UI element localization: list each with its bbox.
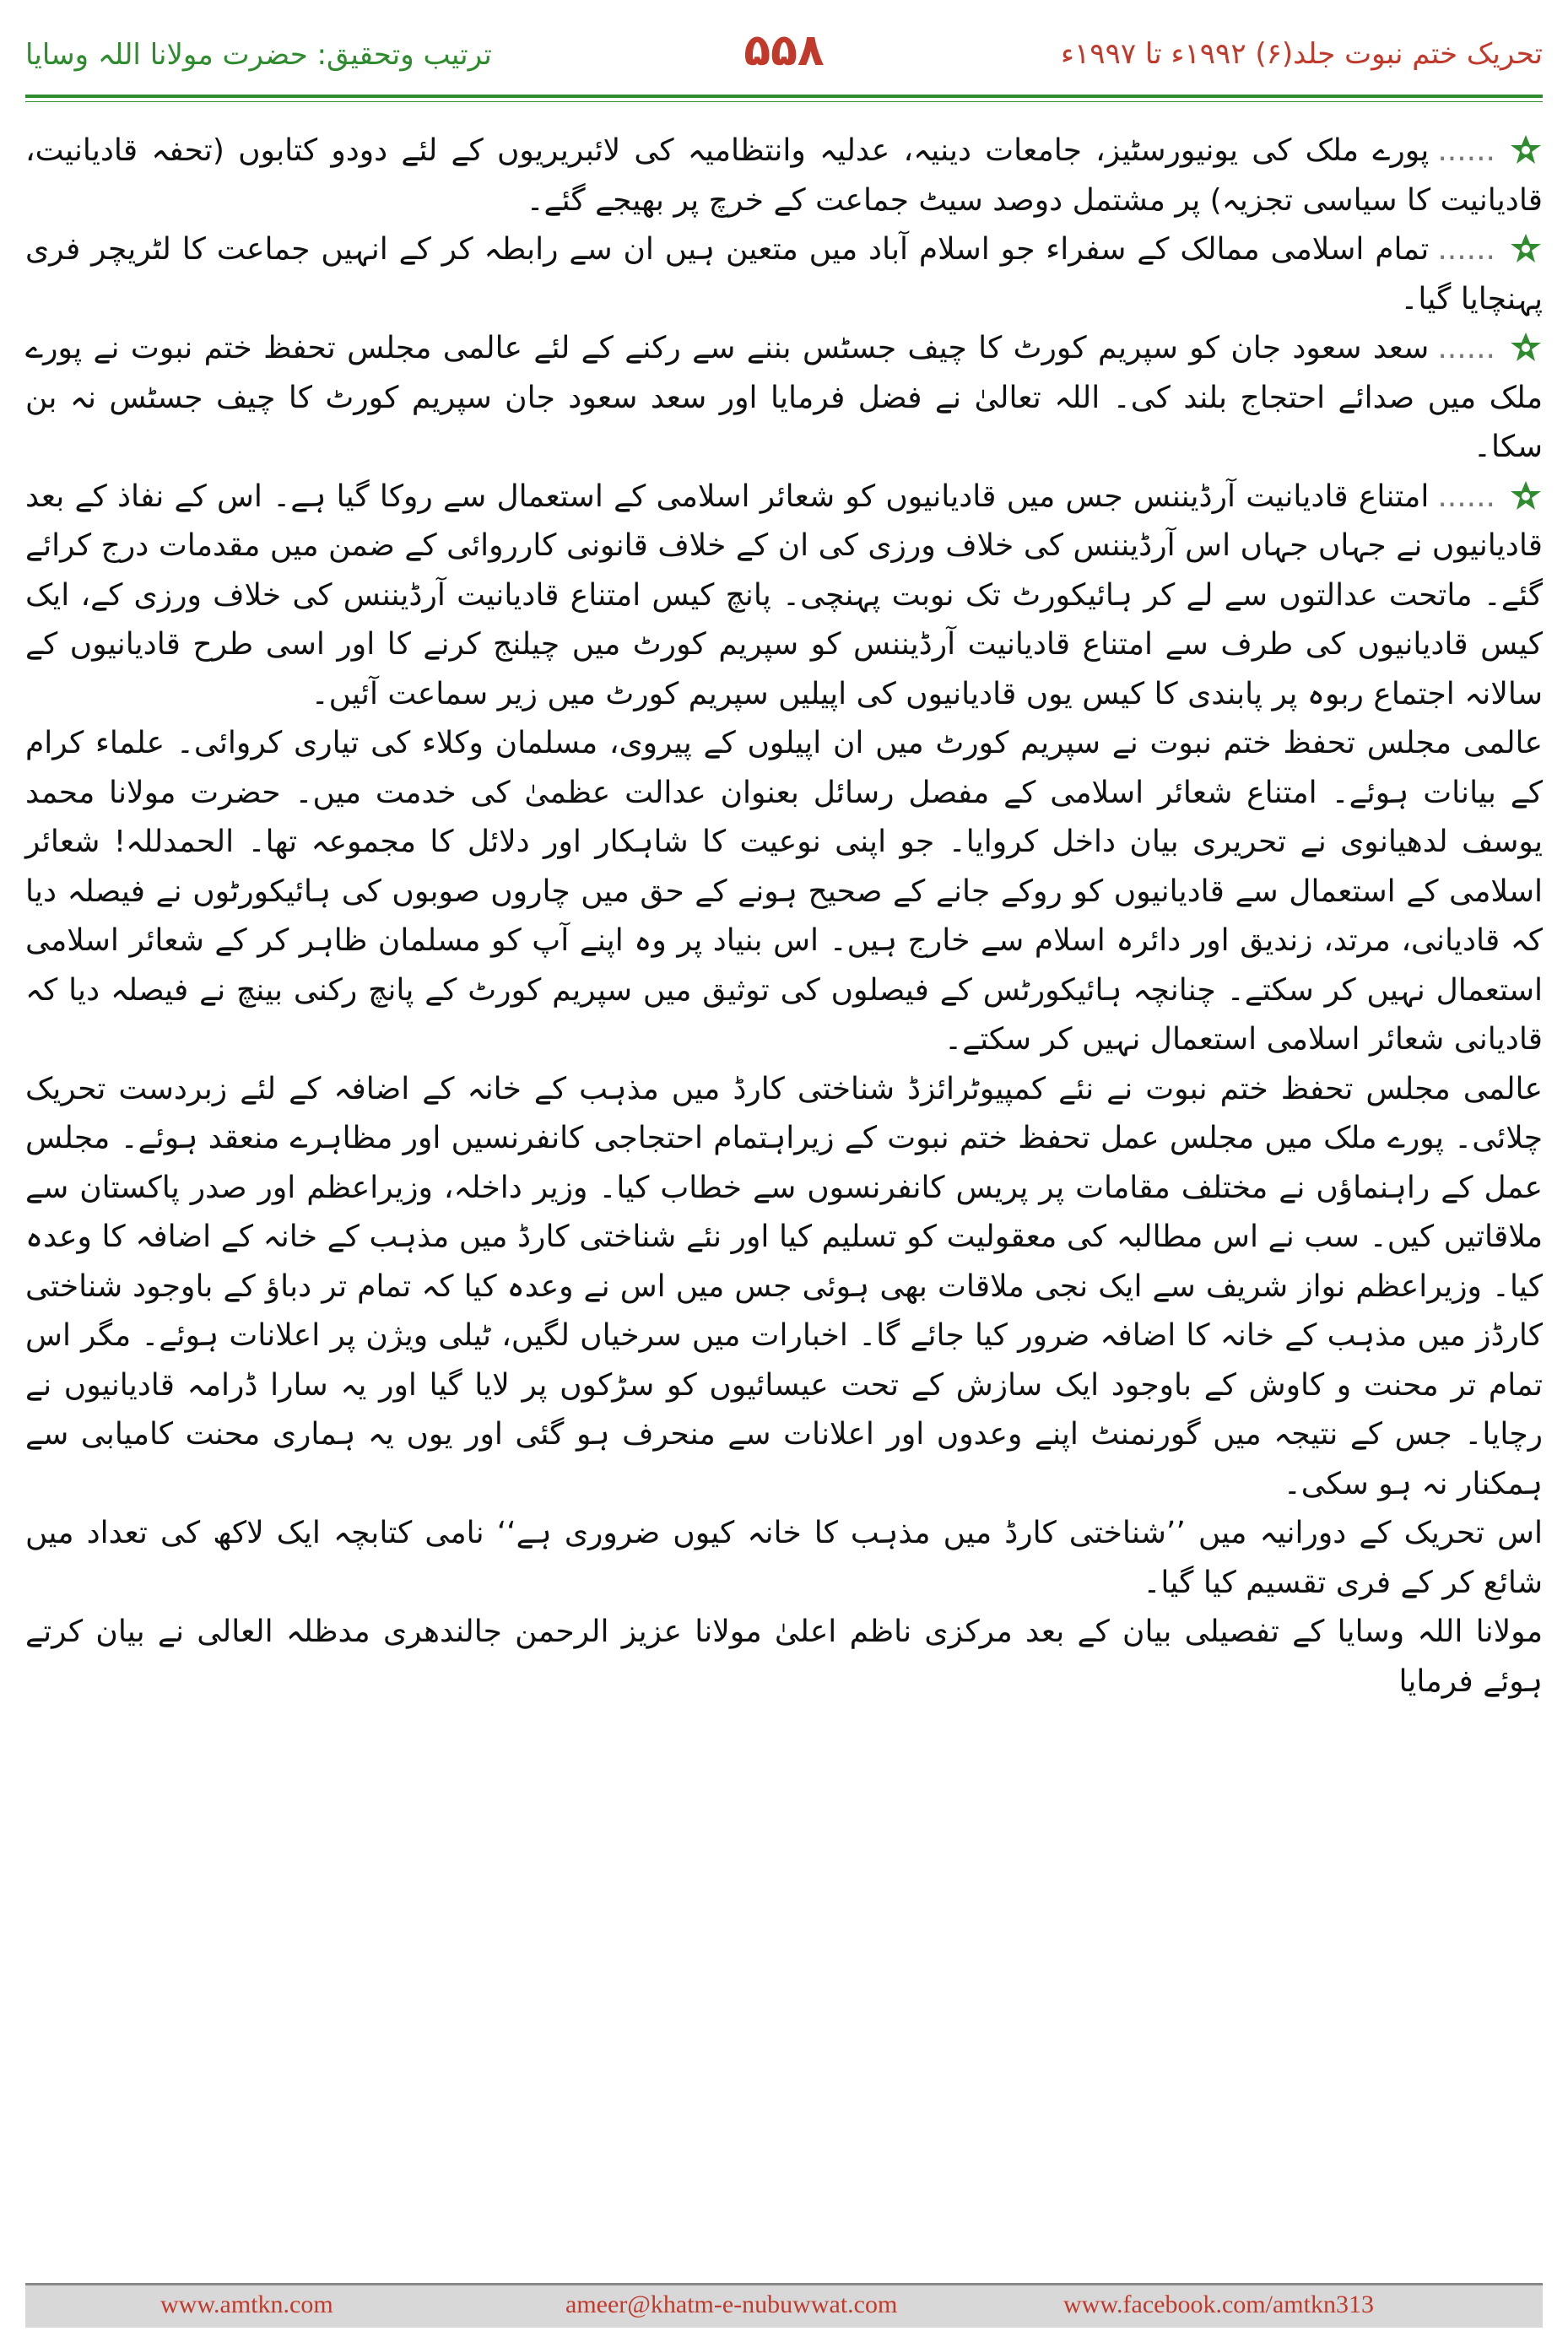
star-bullet-icon	[1509, 331, 1543, 365]
body-paragraph: مولانا اللہ وسایا کے تفصیلی بیان کے بعد مرکزی ناظم اعلیٰ مولانا عزیز الرحمن جالندھری مدظلہ العالی نے بیان کرتے ہوئے فرمایا	[25, 1615, 1543, 1699]
compiler-credit: ترتیب وتحقیق: حضرت مولانا اللہ وسایا	[25, 38, 492, 72]
book-title: تحریک ختم نبوت جلد(۶) ۱۹۹۲ء تا ۱۹۹۷ء	[1061, 37, 1543, 71]
star-bullet-icon	[1509, 479, 1543, 513]
bullet-paragraph	[25, 127, 1543, 225]
page-body	[25, 127, 1543, 1706]
body-paragraph: عالمی مجلس تحفظ ختم نبوت نے نئے کمپیوٹرائزڈ شناختی کارڈ میں مذہب کے خانہ کے اضافہ کے لئے زبردست تحریک چلائی۔ پورے ملک میں مجلس عمل تحفظ ختم نبوت کے زیراہتمام احتجاجی کانفرنسیں اور مظاہرے منعقد ہوئے۔ مجلس عمل کے راہنماؤں نے مختلف مقامات پر پریس کانفرنسوں سے خطاب کیا۔ وزیر داخلہ، وزیراعظم اور صدر پاکستان سے ملاقاتیں کیں۔ سب نے اس مطالبہ کی معقولیت کو تسلیم کیا اور نئے شناختی کارڈ میں مذہب کے خانہ کے اضافہ کا وعدہ کیا۔ وزیراعظم نواز شریف سے ایک نجی ملاقات بھی ہوئی جس میں اس نے وعدہ کیا کہ تمام تر دباؤ کے باوجود شناختی کارڈز میں مذہب کے خانہ کا اضافہ ضرور کیا جائے گا۔ اخبارات میں سرخیاں لگیں، ٹیلی ویژن پر اعلانات ہوئے۔ مگر اس تمام تر محنت و کاوش کے باوجود ایک سازش کے تحت عیسائیوں کو سڑکوں پر لایا گیا اور یہ سارا ڈرامہ قادیانیوں نے رچایا۔ جس کے نتیجہ میں گورنمنٹ اپنے وعدوں اور اعلانات سے منحرف ہو گئی اور یوں یہ ہماری محنت کامیابی سے ہمکنار نہ ہو سکی۔	[25, 1071, 1543, 1501]
star-bullet-icon	[1509, 133, 1543, 167]
facebook-link[interactable]: www.facebook.com/amtkn313	[1063, 2291, 1374, 2318]
page-footer	[25, 2283, 1543, 2328]
bullet-paragraph	[25, 473, 1543, 720]
bullet-text: تمام اسلامی ممالک کے سفراء جو اسلام آباد میں متعین ہیں ان سے رابطہ کر کے انہیں جماعت کا لٹریچر فری پہنچایا گیا۔	[25, 232, 1543, 316]
bullet-dots: ......	[1437, 232, 1495, 267]
bullet-dots: ......	[1437, 133, 1495, 168]
bullet-paragraph	[25, 324, 1543, 473]
bullet-text: پورے ملک کی یونیورسٹیز، جامعات دینیہ، عدلیہ وانتظامیہ کی لائبریریوں کے لئے دودو کتابوں (تحفہ قادیانیت، قادیانیت کا سیاسی تجزیہ) پر مشتمل دوصد سیٹ جماعت کے خرچ پر بھیجے گئے۔	[25, 133, 1543, 218]
header-divider-thin	[25, 101, 1543, 102]
email-link[interactable]: ameer@khatm-e-nubuwwat.com	[565, 2291, 898, 2318]
bullet-dots: ......	[1437, 479, 1495, 514]
page-number: ۵۵۸	[743, 25, 825, 76]
bullet-text: سعد سعود جان کو سپریم کورٹ کا چیف جسٹس بننے سے رکنے کے لئے عالمی مجلس تحفظ ختم نبوت نے پورے ملک میں صدائے احتجاج بلند کی۔ اللہ تعالیٰ نے فضل فرمایا اور سعد سعود جان سپریم کورٹ کا چیف جسٹس نہ بن سکا۔	[25, 331, 1543, 464]
star-bullet-icon	[1509, 232, 1543, 266]
bullet-dots: ......	[1437, 331, 1495, 365]
bullet-paragraph	[25, 225, 1543, 324]
body-paragraph: عالمی مجلس تحفظ ختم نبوت نے سپریم کورٹ میں ان اپیلوں کے پیروی، مسلمان وکلاء کی تیاری کروائی۔ علماء کرام کے بیانات ہوئے۔ امتناع شعائر اسلامی کے مفصل رسائل بعنوان عدالت عظمیٰ کی خدمت میں۔ حضرت مولانا محمد یوسف لدھیانوی نے تحریری بیان داخل کروایا۔ جو اپنی نوعیت کا شاہکار اور دلائل کا مجموعہ تھا۔ الحمدللہ! شعائر اسلامی کے استعمال سے قادیانیوں کو روکے جانے کے صحیح ہونے کے حق میں چاروں صوبوں کی ہائیکورٹوں نے فیصلہ دیا کہ قادیانی، مرتد، زندیق اور دائرہ اسلام سے خارج ہیں۔ اس بنیاد پر وہ اپنے آپ کو مسلمان ظاہر کر کے شعائر اسلامی استعمال نہیں کر سکتے۔ چنانچہ ہائیکورٹس کے فیصلوں کی توثیق میں سپریم کورٹ کے پانچ رکنی بینچ نے فیصلہ دیا کہ قادیانی شعائر اسلامی استعمال نہیں کر سکتے۔	[25, 726, 1543, 1057]
header-divider	[25, 95, 1543, 98]
website-link[interactable]: www.amtkn.com	[160, 2291, 333, 2318]
bullet-text: امتناع قادیانیت آرڈیننس جس میں قادیانیوں کو شعائر اسلامی کے استعمال سے روکا گیا ہے۔ اس کے نفاذ کے بعد قادیانیوں نے جہاں جہاں اس آرڈیننس کی خلاف ورزی کی ان کے خلاف قانونی کارروائی کے ضمن میں مقدمات درج کرائے گئے۔ ماتحت عدالتوں سے لے کر ہائیکورٹ تک نوبت پہنچی۔ پانچ کیس امتناع قادیانیت آرڈیننس کی خلاف ورزی کے، ایک کیس قادیانیوں کی طرف سے امتناع قادیانیت آرڈیننس کو سپریم کورٹ میں چیلنج کرنے کا اور اسی طرح قادیانیوں کے سالانہ اجتماع ربوہ پر پابندی کا کیس یوں قادیانیوں کی اپیلیں سپریم کورٹ میں زیر سماعت آئیں۔	[25, 479, 1543, 711]
page-header	[25, 25, 1543, 84]
body-paragraph: اس تحریک کے دورانیہ میں ’’شناختی کارڈ میں مذہب کا خانہ کیوں ضروری ہے‘‘ نامی کتابچہ ایک لاکھ کی تعداد میں شائع کر کے فری تقسیم کیا گیا۔	[25, 1516, 1543, 1600]
